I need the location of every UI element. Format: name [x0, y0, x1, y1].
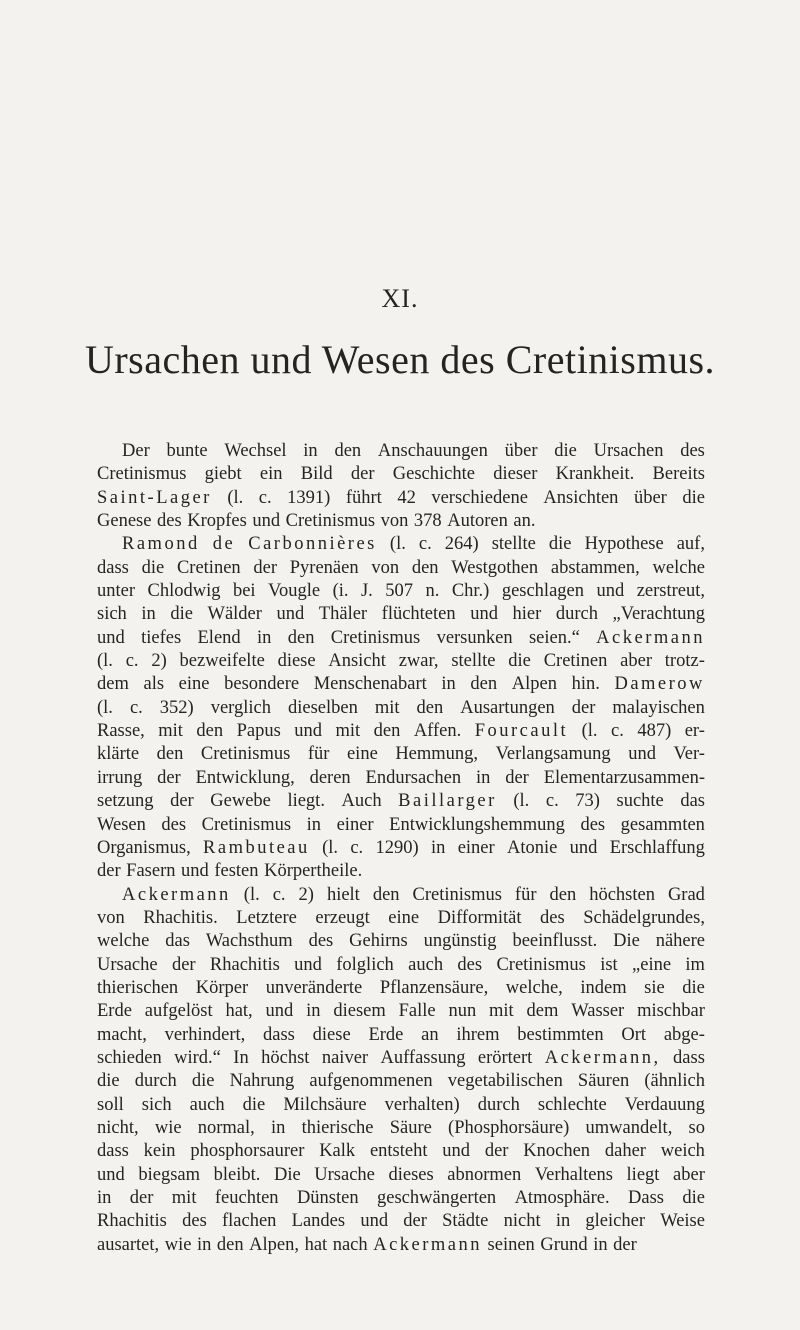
text-line: irrung der Entwicklung, deren Endursachen in der Elementarzusammen- [97, 767, 705, 788]
text-line: Wesen des Cretinismus in einer Entwicklungshemmung des gesammten [97, 814, 705, 835]
text-line: in der mit feuchten Dünsten geschwängerten Atmosphäre. Dass die [97, 1188, 705, 1208]
text-line: und tiefes Elend in den Cretinismus versunken seien.“ Ackermann [97, 627, 705, 648]
text-line: dem als eine besondere Menschenabart in den Alpen hin. Damerow [97, 674, 705, 695]
text-line: macht, verhindert, dass diese Erde an ihrem bestimmten Ort abge- [97, 1024, 705, 1045]
text-line: klärte den Cretinismus für eine Hemmung, Verlangsamung und Ver- [97, 744, 705, 765]
chapter-title: Ursachen und Wesen des Cretinismus. [84, 337, 716, 382]
text-line: Ursache der Rhachitis und folglich auch des Cretinismus ist „eine im [97, 954, 705, 975]
text-line: soll sich auch die Milchsäure verhalten) durch schlechte Verdauung [97, 1094, 705, 1115]
text-line: ausartet, wie in den Alpen, hat nach Ackermann seinen Grund in der [97, 1234, 637, 1255]
text-line: Erde aufgelöst hat, und in diesem Falle nun mit dem Wasser mischbar [97, 1001, 705, 1022]
text-line: dass kein phosphorsaurer Kalk entsteht und der Knochen daher weich [97, 1141, 705, 1162]
text-line: sich in die Wälder und Thäler flüchteten und hier durch „Verachtung [97, 604, 705, 625]
text-line: Organismus, Rambuteau (l. c. 1290) in einer Atonie und Erschlaffung [97, 837, 705, 858]
text-line: der Fasern und festen Körpertheile. [97, 861, 363, 882]
text-line: Rhachitis des flachen Landes und der Städte nicht in gleicher Weise [97, 1211, 705, 1232]
text-line: Ramond de Carbonnières (l. c. 264) stellte die Hypothese auf, [122, 534, 705, 555]
text-line: schieden wird.“ In höchst naiver Auffassung erörtert Ackermann, dass [97, 1047, 705, 1068]
text-line: nicht, wie normal, in thierische Säure (Phosphorsäure) umwandelt, so [97, 1117, 705, 1138]
text-line: dass die Cretinen der Pyrenäen von den Westgothen abstammen, welche [97, 557, 705, 578]
text-line: von Rhachitis. Letztere erzeugt eine Difformität des Schädelgrundes, [97, 907, 705, 928]
text-line: Der bunte Wechsel in den Anschauungen über die Ursachen des [122, 441, 705, 461]
chapter-number: XI. [381, 284, 419, 313]
text-line: Genese des Kropfes und Cretinismus von 378 Autoren an. [97, 511, 536, 532]
text-line: Cretinismus giebt ein Bild der Geschichte dieser Krankheit. Bereits [97, 464, 705, 485]
text-line: Rasse, mit den Papus und mit den Affen. Fourcault (l. c. 487) er- [97, 721, 705, 742]
text-line: welche das Wachsthum des Gehirns ungünstig beeinflusst. Die nähere [97, 931, 705, 952]
text-line: (l. c. 352) verglich dieselben mit den Ausartungen der malayischen [97, 697, 705, 718]
text-line: Ackermann (l. c. 2) hielt den Cretinismus für den höchsten Grad [122, 884, 705, 905]
text-line: Saint-Lager (l. c. 1391) führt 42 verschiedene Ansichten über die [97, 487, 705, 508]
chapter-body [97, 440, 705, 1257]
text-line: und biegsam bleibt. Die Ursache dieses abnormen Verhaltens liegt aber [97, 1164, 705, 1185]
text-line: (l. c. 2) bezweifelte diese Ansicht zwar, stellte die Cretinen aber trotz- [97, 651, 705, 672]
text-line: setzung der Gewebe liegt. Auch Baillarger (l. c. 73) suchte das [97, 791, 705, 812]
text-line: thierischen Körper unveränderte Pflanzensäure, welche, indem sie die [97, 977, 705, 998]
text-line: unter Chlodwig bei Vougle (i. J. 507 n. Chr.) geschlagen und zerstreut, [97, 581, 705, 602]
text-line: die durch die Nahrung aufgenommenen vegetabilischen Säuren (ähnlich [97, 1071, 705, 1092]
